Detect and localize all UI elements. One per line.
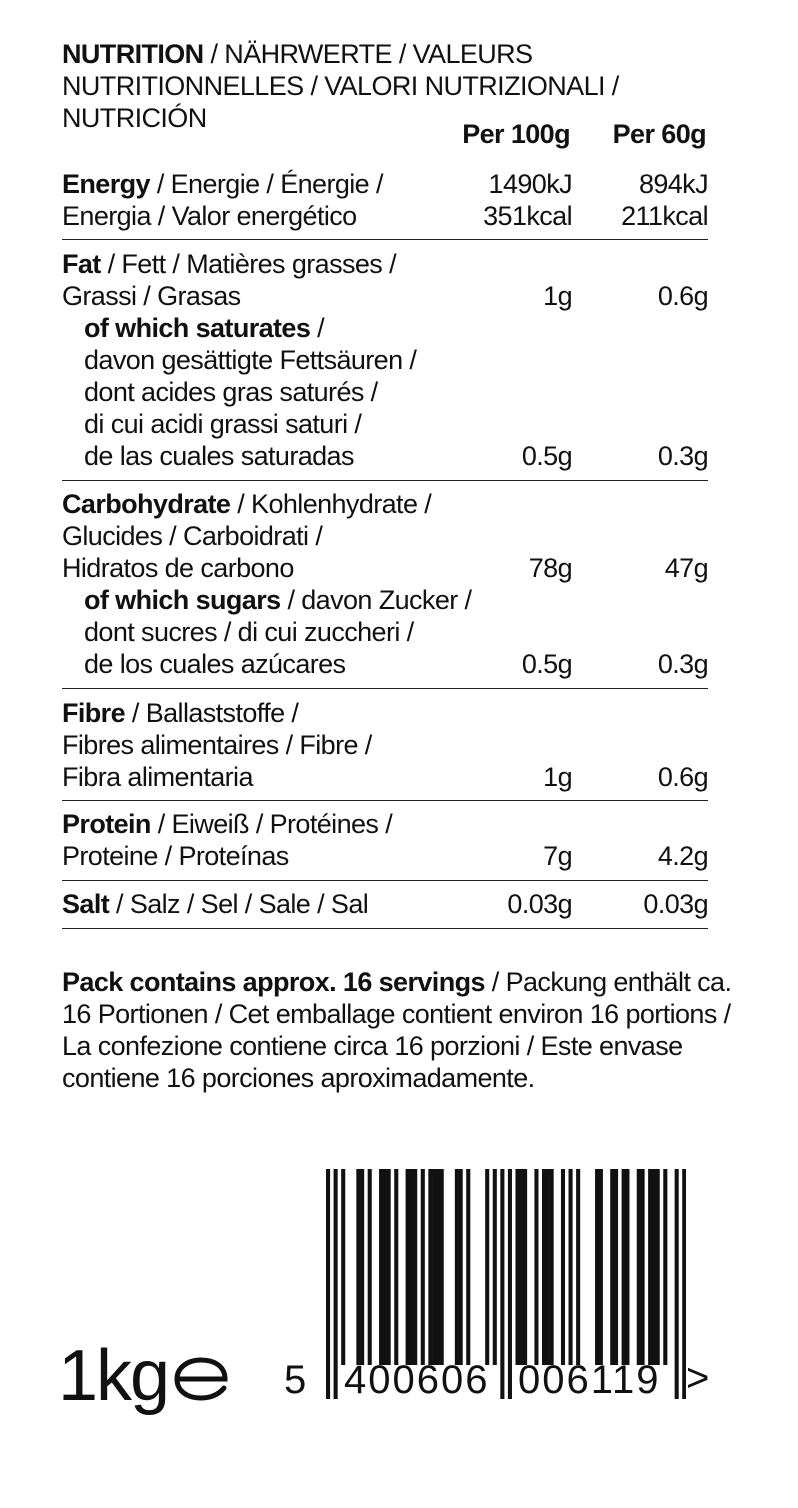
saturates-label-line3: dont acides gras saturés /: [84, 377, 378, 407]
fat-value-100: 1g: [543, 281, 572, 311]
divider: [62, 688, 708, 689]
saturates-label-bold: of which saturates: [84, 313, 311, 343]
barcode-bar: [595, 1169, 599, 1365]
barcode-bar: [523, 1169, 527, 1365]
carbohydrate-label-rest: / Kohlenhydrate /: [230, 489, 432, 519]
fibre-row: [62, 697, 708, 793]
barcode-bar: [455, 1169, 459, 1365]
barcode-bar: [440, 1169, 444, 1365]
divider: [62, 800, 708, 801]
fat-row: [62, 248, 708, 472]
barcode-guard-bar: [500, 1169, 504, 1399]
barcode-bar: [428, 1169, 432, 1365]
barcode-bar: [599, 1169, 603, 1365]
protein-value-60: 4.2g: [657, 841, 708, 871]
energy-kj-60: 894kJ: [638, 169, 708, 199]
barcode-bar: [656, 1169, 660, 1365]
barcode-bar: [466, 1169, 470, 1365]
barcode-bar: [368, 1169, 372, 1365]
fibre-label-rest: / Ballaststoffe /: [125, 698, 299, 728]
divider: [62, 880, 708, 881]
energy-label-rest: / Energie / Énergie /: [149, 169, 383, 199]
carbohydrate-value-60: 47g: [664, 553, 708, 583]
barcode-bar: [652, 1169, 656, 1365]
barcode-bar: [534, 1169, 538, 1365]
barcode-bar: [610, 1169, 614, 1365]
barcode-guard-bar: [675, 1169, 679, 1399]
barcode-bar: [387, 1169, 391, 1365]
barcode-first-digit: 5: [284, 1358, 307, 1402]
protein-label-line2: Proteine / Proteínas: [62, 841, 289, 871]
barcode-bar: [383, 1169, 387, 1365]
sugars-label-rest: / davon Zucker /: [280, 585, 472, 615]
barcode-bar: [663, 1169, 667, 1365]
column-header-per-60g: Per 60g: [612, 119, 706, 149]
energy-label: [62, 168, 462, 232]
salt-row: [62, 888, 708, 920]
saturates-value-60: 0.3g: [657, 441, 708, 471]
barcode-bar: [550, 1169, 554, 1365]
barcode-bar: [569, 1169, 573, 1365]
barcode-right-group: 006119: [518, 1358, 661, 1402]
salt-value-60: 0.03g: [643, 889, 708, 919]
barcode-bar: [546, 1169, 550, 1365]
heading-bold: NUTRITION: [62, 39, 204, 69]
servings-statement: [62, 966, 742, 1094]
protein-label: [62, 808, 462, 872]
fibre-label-line2: Fibres alimentaires / Fibre /: [62, 730, 372, 760]
barcode-bar: [622, 1169, 626, 1365]
salt-value-100: 0.03g: [507, 889, 572, 919]
barcode-bar: [432, 1169, 436, 1365]
fibre-label-bold: Fibre: [62, 698, 126, 728]
energy-kcal-100: 351kcal: [483, 201, 572, 231]
barcode-bar: [542, 1169, 546, 1365]
fat-label-bold: Fat: [62, 249, 101, 279]
salt-label-bold: Salt: [62, 889, 110, 919]
energy-label-bold: Energy: [62, 169, 150, 199]
sugars-value-60: 0.3g: [657, 649, 708, 679]
estimated-sign-icon: [173, 1357, 229, 1401]
sugars-label-line3: de los cuales azúcares: [84, 649, 346, 679]
saturates-value-100: 0.5g: [521, 441, 572, 471]
barcode-bar: [515, 1169, 519, 1365]
sugars-value-100: 0.5g: [521, 649, 572, 679]
barcode-bar: [436, 1169, 440, 1365]
divider: [62, 928, 708, 929]
barcode-bar: [614, 1169, 618, 1365]
sugars-label-bold: of which sugars: [84, 585, 281, 615]
barcode-bar: [379, 1169, 383, 1365]
fat-label: [62, 248, 462, 472]
carbohydrate-value-100: 78g: [528, 553, 572, 583]
energy-kcal-60: 211kcal: [621, 201, 708, 231]
barcode-bar: [561, 1169, 565, 1365]
barcode-bar: [356, 1169, 360, 1365]
protein-row: [62, 808, 708, 872]
fat-label-rest: / Fett / Matières grasses /: [100, 249, 396, 279]
barcode-bar: [406, 1169, 410, 1365]
carbohydrate-label: [62, 488, 472, 680]
saturates-label-rest: /: [310, 313, 325, 343]
barcode-bar: [413, 1169, 417, 1365]
barcode-bar: [493, 1169, 497, 1365]
fat-value-60: 0.6g: [657, 281, 708, 311]
sugars-label-line2: dont sucres / di cui zuccheri /: [84, 617, 414, 647]
barcode-bar: [519, 1169, 523, 1365]
fibre-label-line3: Fibra alimentaria: [62, 762, 253, 792]
barcode-guard-bar: [334, 1169, 338, 1399]
barcode-bar: [409, 1169, 413, 1365]
carbohydrate-label-line3: Hidratos de carbono: [62, 553, 294, 583]
heading-rest: / NÄHRWERTE / VALEURS NUTRITIONNELLES / VALORI NUTRIZIONALI / NUTRICIÓN: [62, 39, 619, 133]
saturates-label-line4: di cui acidi grassi saturi /: [84, 409, 362, 439]
barcode-left-group: 400606: [344, 1358, 490, 1402]
fibre-label: [62, 697, 462, 793]
barcode-bar: [576, 1169, 580, 1365]
barcode-bar: [459, 1169, 463, 1365]
servings-rest: / Packung enthält ca. 16 Portionen / Cet emballage contient environ 16 portions / La confezione contiene circa 16 porzioni / Este envase contiene 16 porciones aproximadamente.: [62, 967, 732, 1093]
saturates-label-line5: de las cuales saturadas: [84, 441, 354, 471]
barcode-bar: [648, 1169, 652, 1365]
protein-value-100: 7g: [543, 841, 572, 871]
barcode-bar: [421, 1169, 425, 1365]
salt-label-rest: / Salz / Sel / Sale / Sal: [109, 889, 369, 919]
barcode-bar: [641, 1169, 645, 1365]
barcode-bar: [394, 1169, 398, 1365]
carbohydrate-label-bold: Carbohydrate: [62, 489, 231, 519]
barcode-bar: [625, 1169, 629, 1365]
salt-label: [62, 888, 462, 920]
servings-bold: Pack contains approx. 16 servings: [62, 967, 485, 997]
divider: [62, 480, 708, 481]
net-weight: 1kg: [58, 1336, 169, 1416]
energy-label-line2: Energia / Valor energético: [62, 201, 357, 231]
saturates-label-line2: davon gesättigte Fettsäuren /: [84, 345, 417, 375]
barcode-bar: [485, 1169, 489, 1365]
barcode-guard-bar: [508, 1169, 512, 1399]
barcode-bar: [360, 1169, 364, 1365]
protein-label-bold: Protein: [62, 809, 151, 839]
protein-label-rest: / Eiweiß / Protéines /: [150, 809, 393, 839]
carbohydrate-row: [62, 488, 708, 680]
barcode-bar: [637, 1169, 641, 1365]
energy-kj-100: 1490kJ: [488, 169, 572, 199]
divider: [62, 239, 708, 240]
barcode-quiet-zone-arrow: >: [686, 1356, 710, 1400]
barcode-bar: [341, 1169, 345, 1365]
fibre-value-100: 1g: [543, 762, 572, 792]
barcode-guard-bar: [326, 1169, 330, 1399]
fibre-value-60: 0.6g: [657, 762, 708, 792]
fat-label-line2: Grassi / Grasas: [62, 281, 241, 311]
energy-row: [62, 168, 708, 232]
column-header-per-100g: Per 100g: [462, 119, 570, 149]
carbohydrate-label-line2: Glucides / Carboidrati /: [62, 521, 323, 551]
